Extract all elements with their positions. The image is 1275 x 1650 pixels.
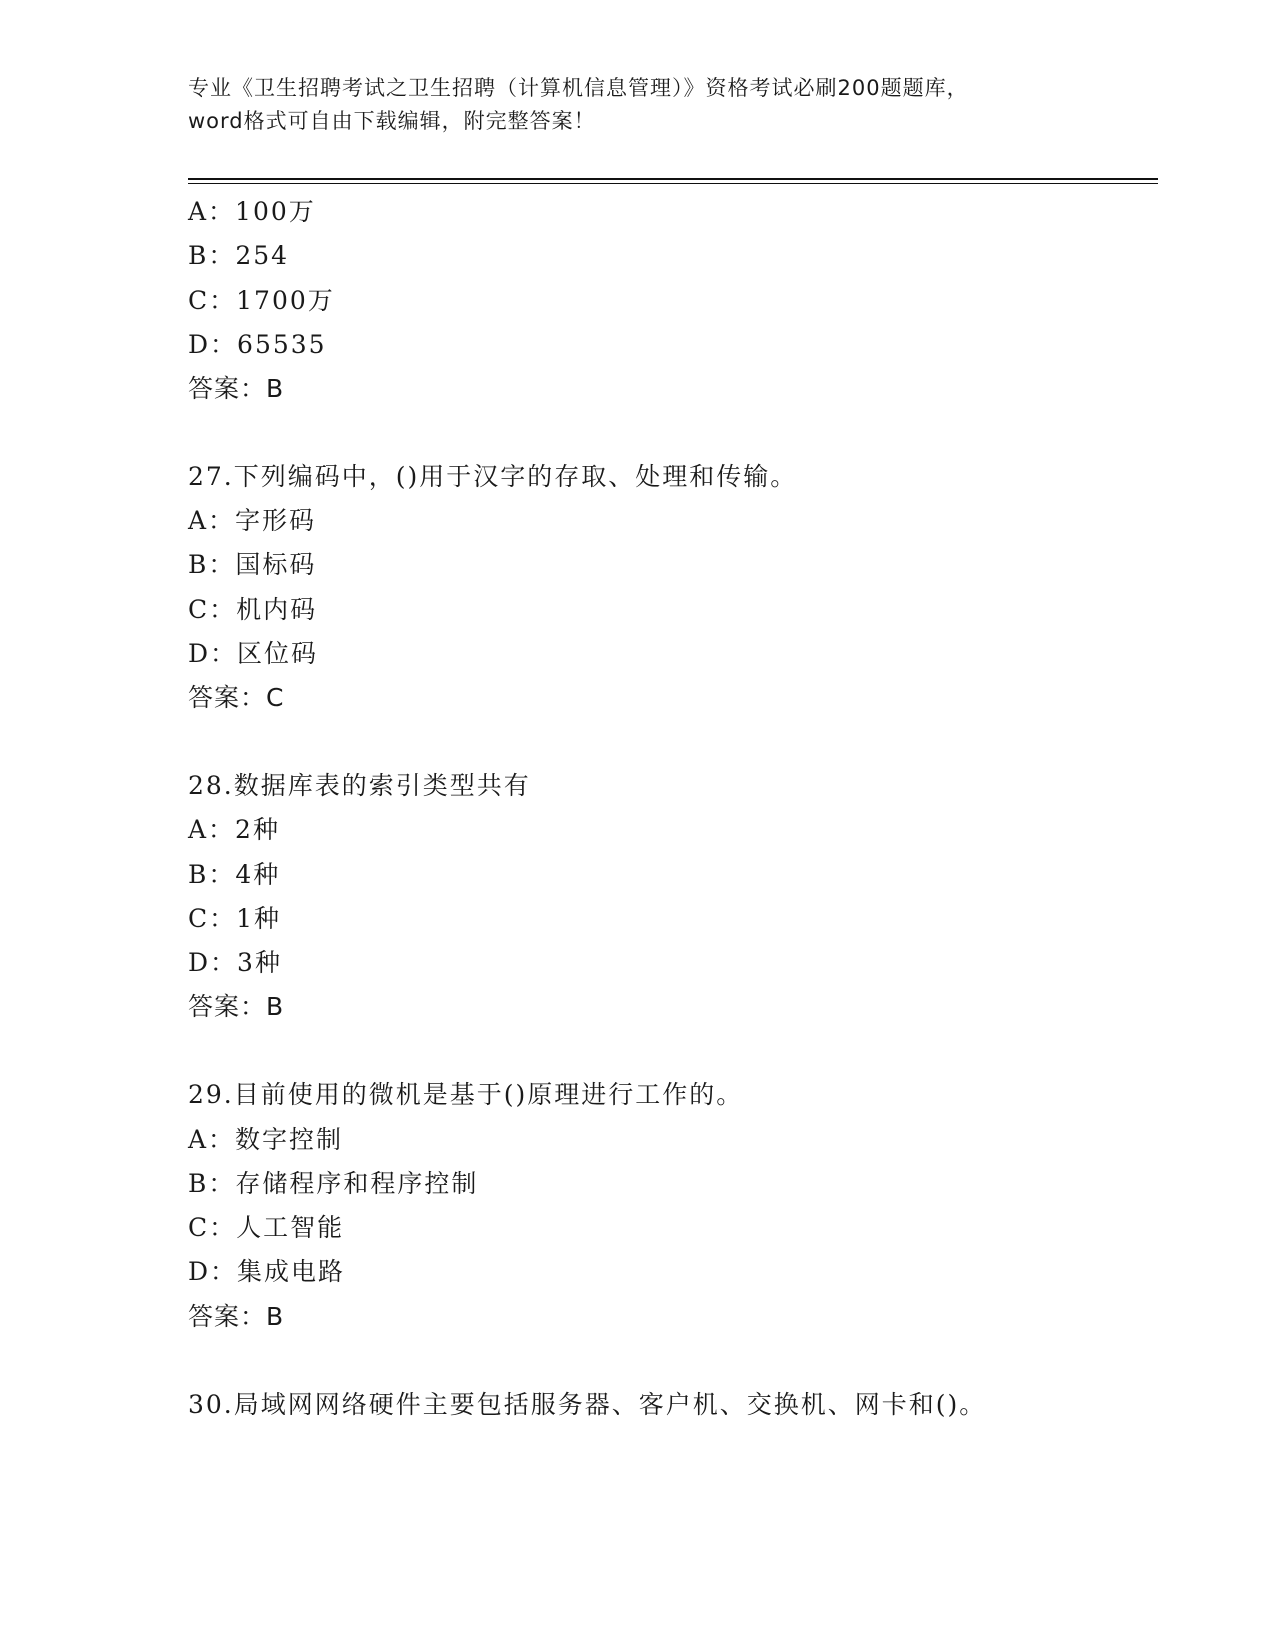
question-28: 28.数据库表的索引类型共有 bbox=[188, 771, 531, 800]
option-c: C：机内码 bbox=[188, 595, 318, 624]
option-a: A：字形码 bbox=[188, 506, 317, 535]
option-b: B：254 bbox=[188, 241, 290, 270]
option-a: A：2种 bbox=[188, 815, 280, 844]
option-a: A：100万 bbox=[188, 197, 316, 226]
option-c: C：人工智能 bbox=[188, 1213, 345, 1242]
option-b: B：存储程序和程序控制 bbox=[188, 1169, 479, 1198]
question-30: 30.局域网网络硬件主要包括服务器、客户机、交换机、网卡和()。 bbox=[188, 1390, 987, 1419]
option-d: D：65535 bbox=[188, 330, 327, 359]
answer: 答案：C bbox=[188, 683, 285, 712]
answer: 答案：B bbox=[188, 1302, 285, 1331]
option-c: C：1700万 bbox=[188, 286, 335, 315]
option-b: B：国标码 bbox=[188, 550, 317, 579]
document-header bbox=[188, 72, 1088, 138]
header-line-1: 专业《卫生招聘考试之卫生招聘（计算机信息管理）》资格考试必刷200题题库， bbox=[188, 76, 969, 100]
header-line-2: word格式可自由下载编辑，附完整答案！ bbox=[188, 109, 596, 133]
option-c: C：1种 bbox=[188, 904, 282, 933]
answer: 答案：B bbox=[188, 992, 285, 1021]
option-d: D：3种 bbox=[188, 948, 282, 977]
header-divider-thin bbox=[188, 183, 1158, 184]
question-27: 27.下列编码中，()用于汉字的存取、处理和传输。 bbox=[188, 462, 798, 491]
question-29: 29.目前使用的微机是基于()原理进行工作的。 bbox=[188, 1080, 744, 1109]
answer: 答案：B bbox=[188, 374, 285, 403]
option-d: D：区位码 bbox=[188, 639, 319, 668]
option-d: D：集成电路 bbox=[188, 1257, 346, 1286]
option-a: A：数字控制 bbox=[188, 1125, 344, 1154]
option-b: B：4种 bbox=[188, 860, 281, 889]
header-divider-thick bbox=[188, 178, 1158, 180]
